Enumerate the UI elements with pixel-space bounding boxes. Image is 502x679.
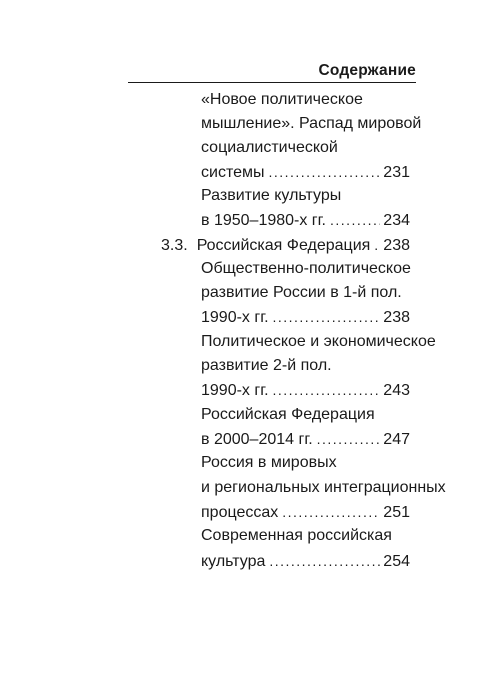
toc-line — [201, 208, 410, 232]
running-head-title: Содержание — [318, 62, 416, 79]
toc-entry-text: Российская Федерация — [201, 406, 375, 423]
toc-line — [201, 112, 421, 136]
toc-entry-text: Общественно-политическое — [201, 260, 411, 277]
toc-line — [201, 451, 337, 475]
header-rule — [128, 82, 416, 83]
toc-line — [201, 136, 338, 160]
toc-line — [201, 476, 446, 500]
toc-page-number: 238 — [383, 237, 410, 254]
toc-page-number: 251 — [383, 504, 410, 521]
toc-line — [201, 427, 410, 451]
toc-line — [201, 257, 411, 281]
toc-line — [201, 160, 410, 184]
toc-entry-text: культура — [201, 553, 266, 570]
toc-page-number: 234 — [383, 212, 410, 229]
toc-entry-text: Россия в мировых — [201, 454, 337, 471]
toc-leader-dots — [269, 549, 380, 573]
toc-entry-text: социалистической — [201, 139, 338, 156]
toc-leader-dots — [282, 500, 380, 524]
toc-entry-text: процессах — [201, 504, 279, 521]
toc-section-title: Российская Федерация — [196, 237, 371, 254]
toc-leader-dots — [273, 378, 381, 402]
toc-line — [201, 403, 375, 427]
toc-line — [201, 354, 332, 378]
toc-entry-text: «Новое политическое — [201, 91, 363, 108]
toc-leader-dots — [268, 160, 380, 184]
toc-page-number: 243 — [383, 382, 410, 399]
toc-entry-text: 1990-х гг. — [201, 309, 269, 326]
toc-entry-text: и региональных интеграционных — [201, 479, 446, 496]
toc-page-number: 231 — [383, 164, 410, 181]
toc-leader-dots — [273, 305, 381, 329]
toc-entry-text: развитие России в 1-й пол. — [201, 284, 402, 301]
toc-line — [201, 184, 341, 208]
toc-line — [201, 500, 410, 524]
toc-section-number: 3.3. — [161, 237, 188, 254]
toc-entry-text: мышление». Распад мировой — [201, 115, 422, 132]
toc-entry-text: в 2000–2014 гг. — [201, 431, 313, 448]
toc-entry-text: 1990-х гг. — [201, 382, 269, 399]
toc-entry-text: Развитие культуры — [201, 187, 342, 204]
toc-leader-dots — [317, 427, 381, 451]
toc-entry-text: Современная российская — [201, 527, 392, 544]
toc-entry-text: развитие 2-й пол. — [201, 357, 332, 374]
page-header — [128, 62, 416, 82]
toc-line — [201, 305, 410, 329]
toc-line — [201, 549, 410, 573]
toc-line — [201, 88, 363, 112]
toc-leader-dots — [330, 208, 380, 232]
toc-line — [201, 281, 402, 305]
toc-line — [201, 330, 436, 354]
toc-entry-text: Политическое и экономическое — [201, 333, 436, 350]
toc-section-line — [161, 233, 410, 257]
toc-entry-text: системы — [201, 164, 265, 181]
toc-page-number: 254 — [383, 553, 410, 570]
toc-leader-dots — [374, 233, 380, 257]
toc-line — [201, 524, 392, 548]
toc-page-number: 238 — [383, 309, 410, 326]
toc-entry-text: в 1950–1980-х гг. — [201, 212, 326, 229]
toc-page-number: 247 — [383, 431, 410, 448]
toc-line — [201, 378, 410, 402]
